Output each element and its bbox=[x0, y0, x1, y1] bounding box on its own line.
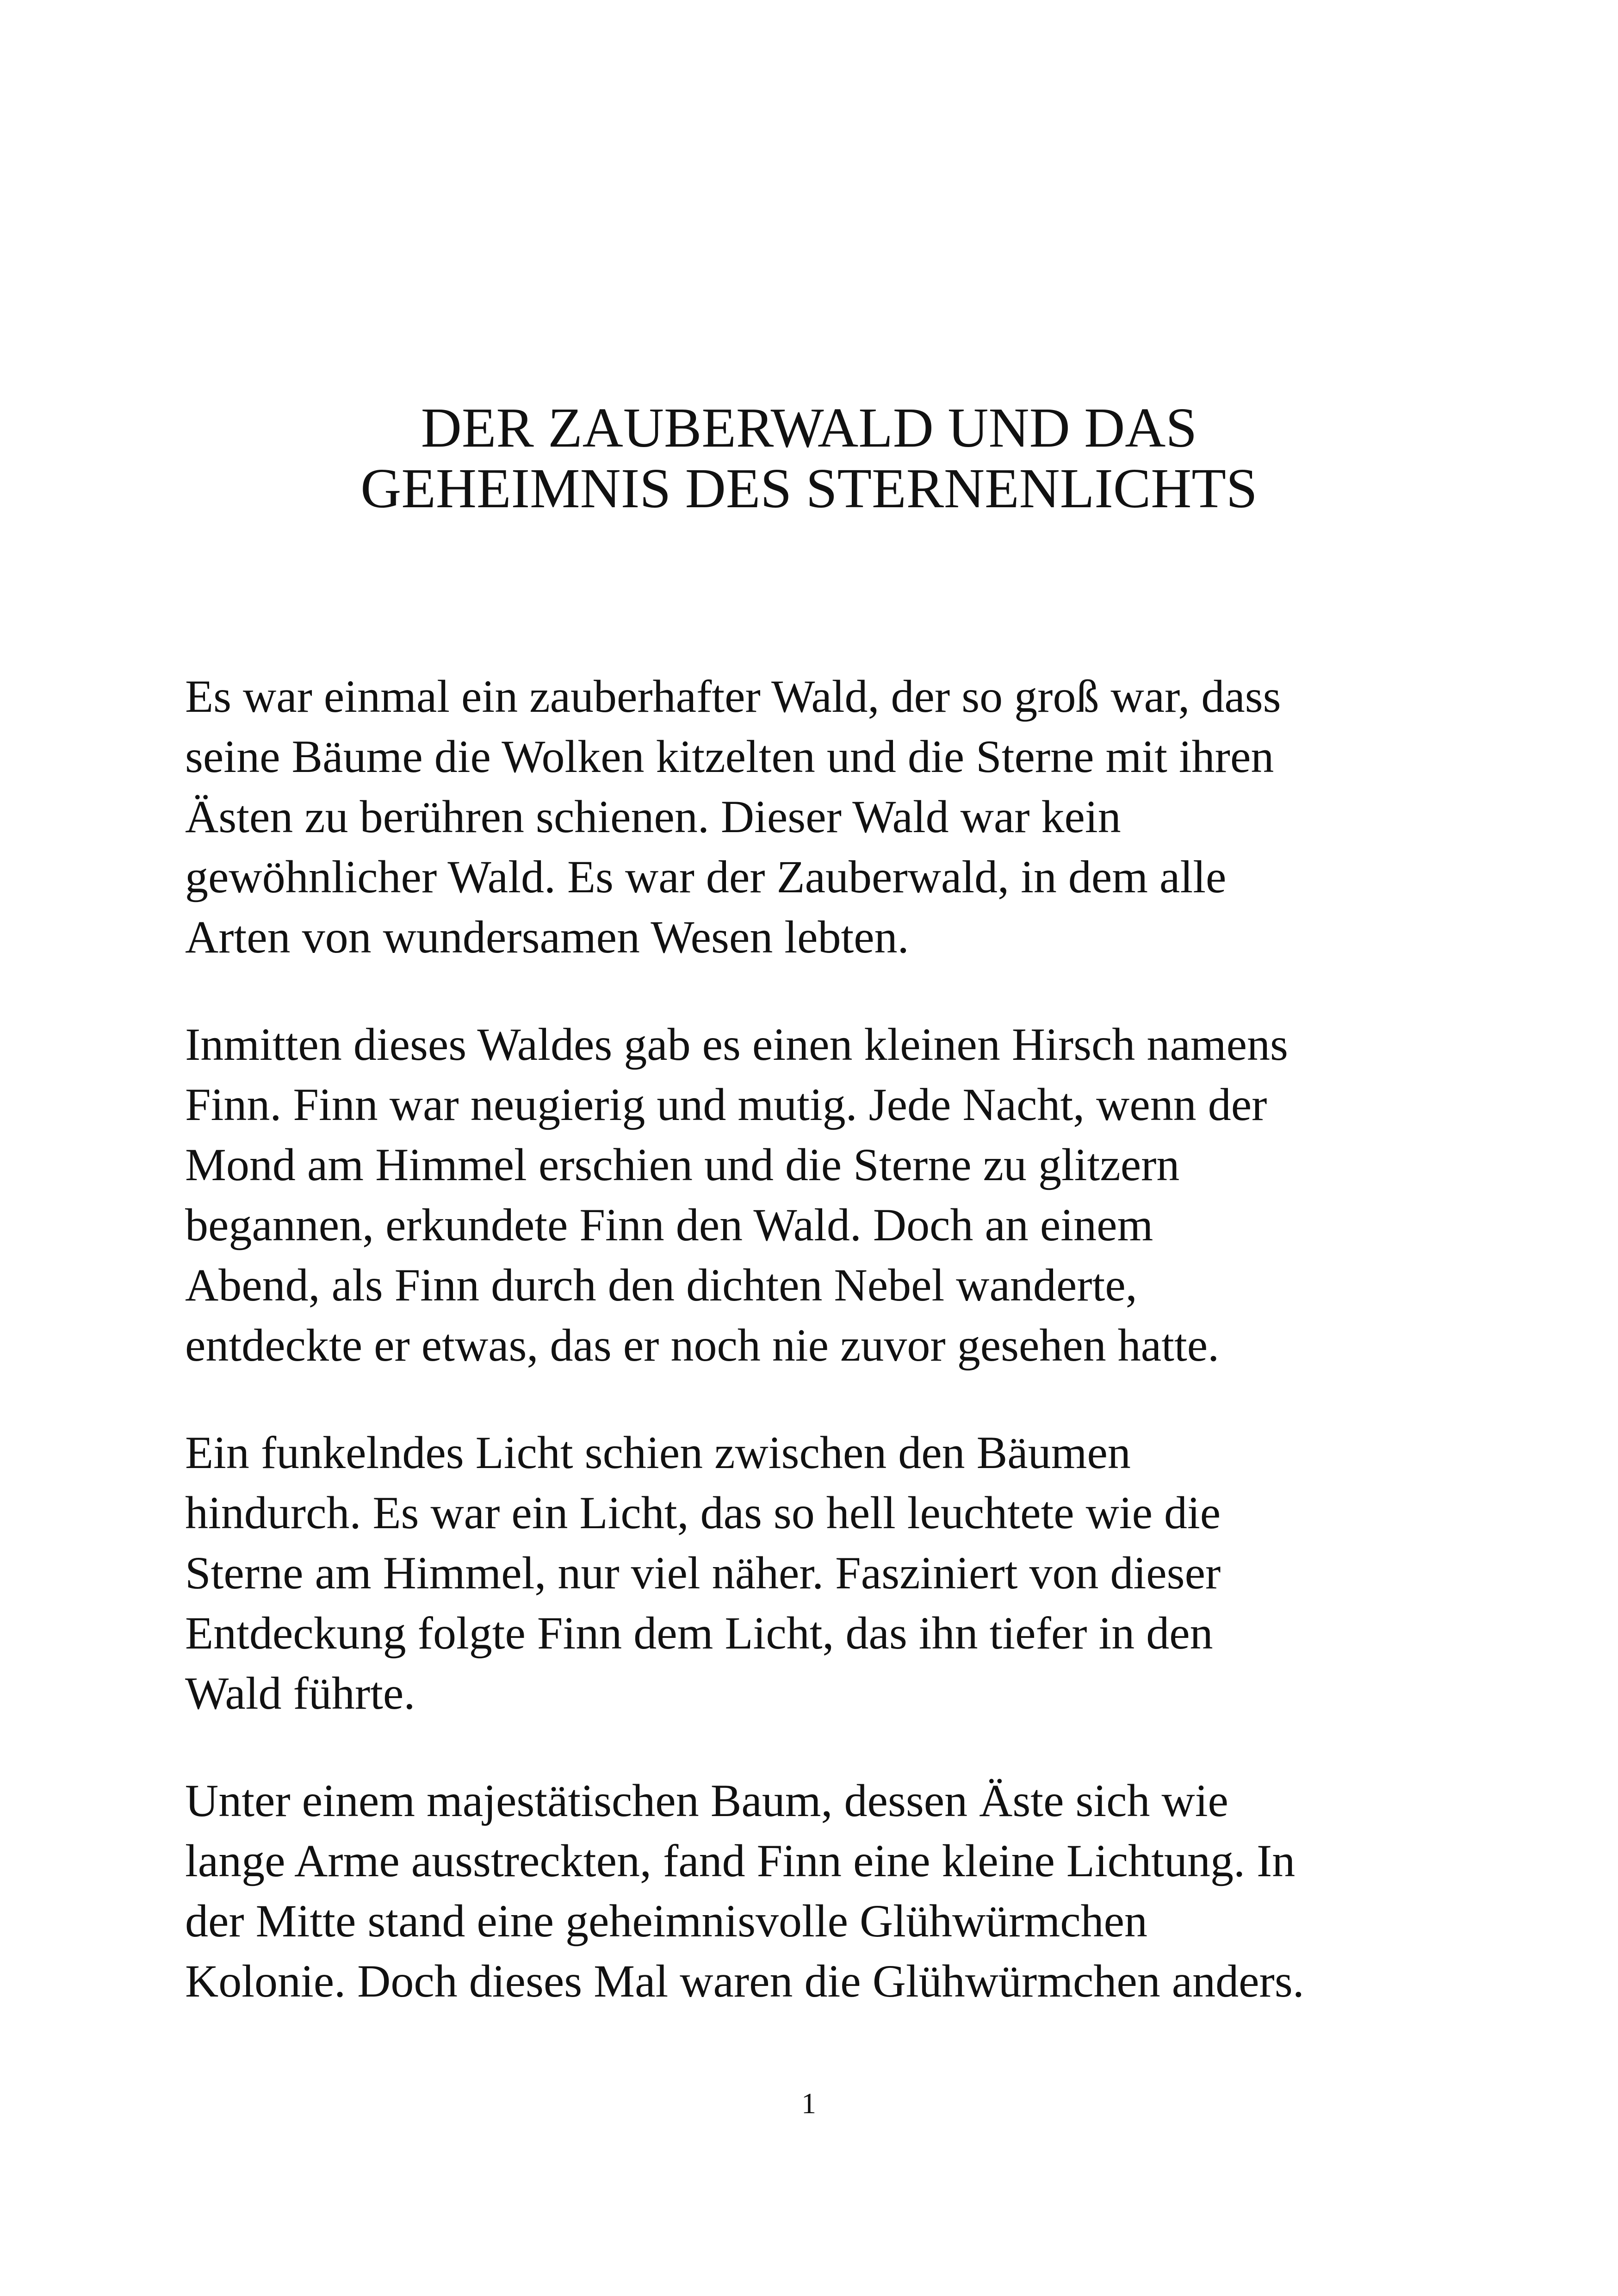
text-line: der Mitte stand eine geheimnisvolle Glühwürmchen bbox=[185, 1895, 1148, 1947]
text-line: gewöhnlicher Wald. Es war der Zauberwald, in dem alle bbox=[185, 851, 1227, 902]
paragraph-2 bbox=[185, 1014, 1462, 1375]
text-line: Sterne am Himmel, nur viel näher. Fasziniert von dieser bbox=[185, 1547, 1221, 1599]
page-number: 1 bbox=[801, 2087, 816, 2120]
page-title bbox=[185, 398, 1433, 519]
text-line: Mond am Himmel erschien und die Sterne zu glitzern bbox=[185, 1139, 1180, 1190]
text-line: Kolonie. Doch dieses Mal waren die Glühwürmchen anders. bbox=[185, 1955, 1304, 2007]
text-line: begannen, erkundete Finn den Wald. Doch an einem bbox=[185, 1199, 1153, 1251]
title-line: GEHEIMNIS DES STERNENLICHTS bbox=[360, 457, 1258, 520]
title-line: DER ZAUBERWALD UND DAS bbox=[421, 397, 1197, 459]
story-body bbox=[185, 666, 1462, 2059]
text-line: lange Arme ausstreckten, fand Finn eine kleine Lichtung. In bbox=[185, 1835, 1296, 1886]
text-line: Abend, als Finn durch den dichten Nebel wanderte, bbox=[185, 1259, 1137, 1311]
text-line: entdeckte er etwas, das er noch nie zuvor gesehen hatte. bbox=[185, 1319, 1220, 1371]
text-line: Unter einem majestätischen Baum, dessen Äste sich wie bbox=[185, 1775, 1228, 1826]
text-line: Entdeckung folgte Finn dem Licht, das ihn tiefer in den bbox=[185, 1607, 1213, 1659]
paragraph-3 bbox=[185, 1423, 1462, 1724]
paragraph-1 bbox=[185, 666, 1462, 967]
text-line: Inmitten dieses Waldes gab es einen kleinen Hirsch namens bbox=[185, 1019, 1288, 1070]
text-line: Finn. Finn war neugierig und mutig. Jede Nacht, wenn der bbox=[185, 1079, 1267, 1130]
text-line: Wald führte. bbox=[185, 1668, 415, 1719]
text-line: Ästen zu berühren schienen. Dieser Wald war kein bbox=[185, 791, 1121, 842]
text-line: seine Bäume die Wolken kitzelten und die Sterne mit ihren bbox=[185, 731, 1274, 782]
text-line: Arten von wundersamen Wesen lebten. bbox=[185, 911, 909, 963]
paragraph-4 bbox=[185, 1771, 1462, 2011]
text-line: Ein funkelndes Licht schien zwischen den Bäumen bbox=[185, 1427, 1131, 1478]
text-line: hindurch. Es war ein Licht, das so hell leuchtete wie die bbox=[185, 1487, 1221, 1538]
text-line: Es war einmal ein zauberhafter Wald, der so groß war, dass bbox=[185, 671, 1281, 722]
